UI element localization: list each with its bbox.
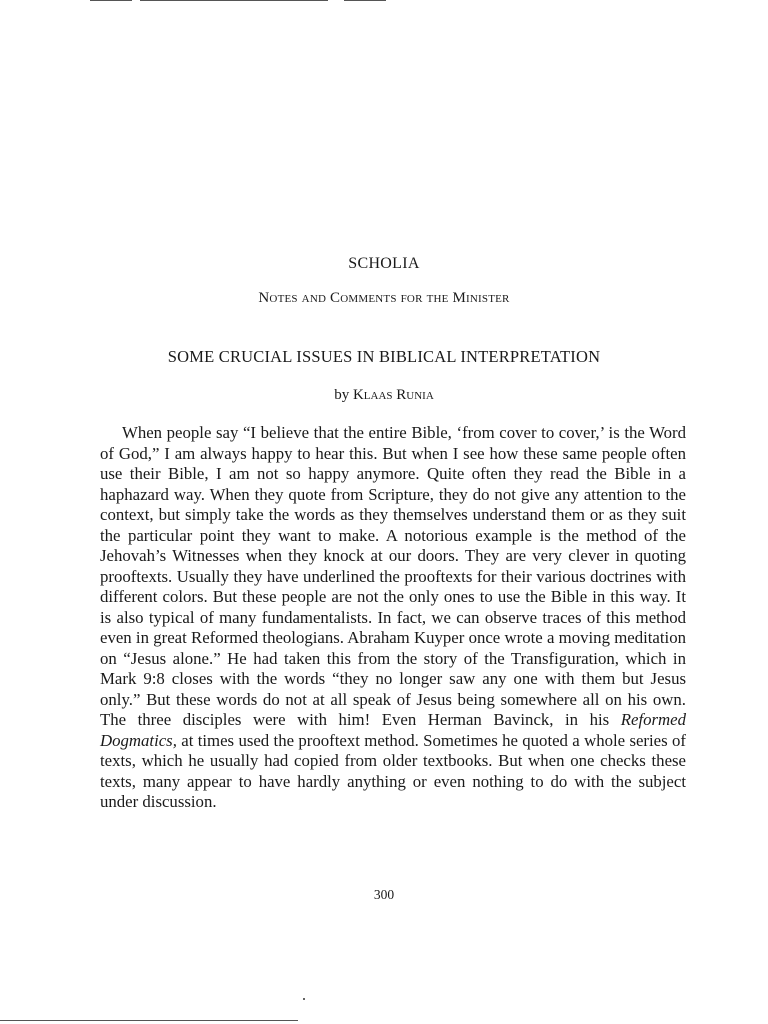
- paragraph-text: When people say “I believe that the entire Bible, ‘from cover to cover,’ is the Word of God,” I am always happy to hear this. But when I see how these same people often use their Bible, I am not so happy anymore. Quite often they read the Bible in a haphazard way. When they quote from Scripture, they do not give any attention to the context, but simply take the words as they themselves understand them or as they suit the particular point they want to make. A notorious example is the method of the Jehovah’s Witnesses when they knock at our doors. They are very clever in quoting prooftexts. Usually they have underlined the prooftexts for their various doctrines with different colors. But these people are not the only ones to use the Bible in this way. It is also typical of many fundamentalists. In fact, we can observe traces of this method even in great Reformed theologians. Abraham Kuyper once wrote a moving meditation on “Jesus alone.” He had taken this from the story of the Transfiguration, which in Mark 9:8 closes with the words “they no longer saw any one with them but Jesus only.” But these words do not at all speak of Jesus being somewhere all on his own. The three disciples were with him! Even Herman Bavinck, in his: [100, 423, 686, 729]
- journal-title: SCHOLIA: [348, 255, 420, 272]
- top-rule-segment: [344, 0, 386, 1]
- section-title: Notes and Comments for the Minister: [258, 290, 510, 306]
- top-rule-segment: [140, 0, 328, 1]
- article-title: SOME CRUCIAL ISSUES IN BIBLICAL INTERPRETATION: [167, 347, 601, 366]
- book-title-italic: Reformed Dogmatics,: [100, 710, 686, 750]
- byline: [0, 387, 768, 404]
- top-rule-segment: [90, 0, 132, 1]
- page-number: 300: [373, 887, 395, 902]
- byline-prefix: by: [334, 387, 353, 403]
- body-paragraph: [100, 423, 686, 813]
- scan-speck: [303, 998, 305, 1000]
- paragraph-text-continued: at times used the prooftext method. Sometimes he quoted a whole series of texts, which he usually had copied from older textbooks. But when one checks these texts, many appear to have hardly anything or even nothing to do with the subject under discussion.: [100, 730, 686, 811]
- author-name: Klaas Runia: [352, 387, 434, 403]
- bottom-rule: [0, 1020, 298, 1021]
